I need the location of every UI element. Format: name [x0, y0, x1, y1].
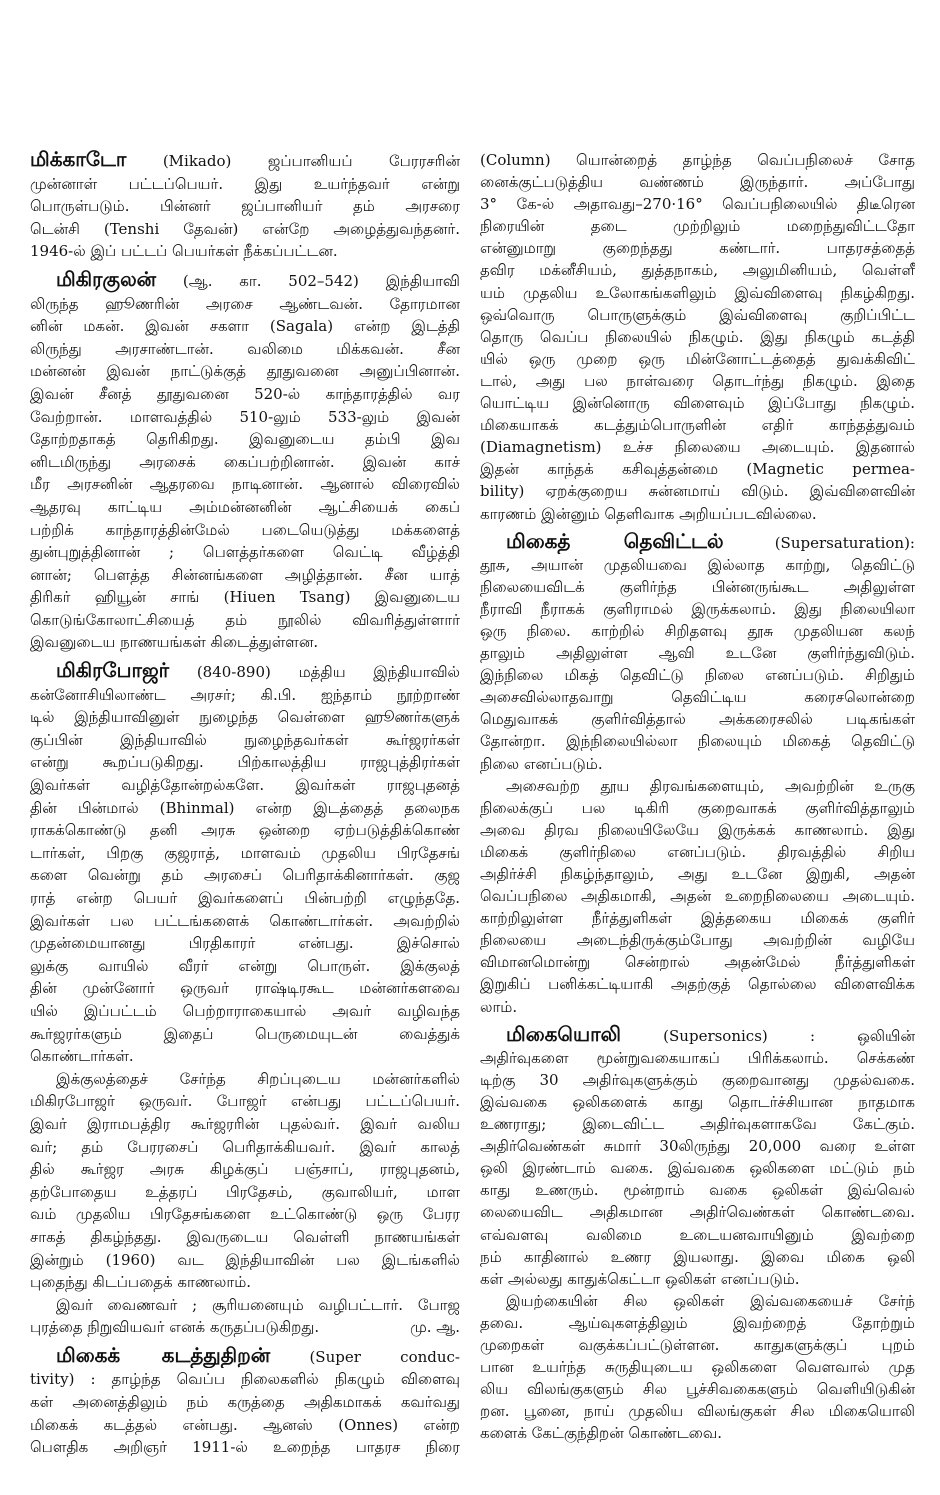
line-text: புரத்தை நிறுவியவர் எனக் கருதப்படுகிறது.: [30, 1318, 320, 1337]
line-text: அதிர்வுகளை மூன்றுவகையாகப் பிரிக்கலாம். செக்கண்: [480, 1048, 915, 1067]
text-line: [30, 195, 460, 218]
text-line: [30, 315, 460, 338]
line-text: லிருந்த ஹூணரின் அரசை ஆண்டவன். தோரமான: [30, 294, 460, 313]
text-line: [30, 1294, 460, 1317]
text-line: [30, 631, 460, 654]
left-text-column: [30, 149, 460, 1459]
text-line: [480, 1268, 915, 1290]
entry-headword: மிக்காடோ: [30, 149, 127, 171]
text-line: [480, 775, 915, 797]
text-line: [480, 531, 915, 554]
text-line: [480, 863, 915, 885]
text-line: [480, 326, 915, 348]
line-text: தின் பின்மால் (Bhinmal) என்ற இடத்தைத் தலைநக: [30, 798, 460, 817]
text-line: [480, 1224, 915, 1246]
text-line: [30, 1436, 460, 1459]
text-line: [30, 910, 460, 933]
line-text: வம் முதலிய பிரதேசங்களை உட்கொண்டு ஒரு பேரர: [30, 1205, 460, 1224]
text-line: [480, 797, 915, 819]
line-text: (Super conduc-: [309, 1347, 460, 1366]
entry-headword: மிகிரகுலன்: [56, 268, 157, 291]
line-text: தில் கூர்ஜர அரசு கிழக்குப் பஞ்சாப், ராஜபுதனம்,: [30, 1160, 460, 1179]
text-line: [30, 1345, 460, 1369]
text-line: [480, 480, 915, 502]
text-line: [480, 554, 915, 576]
line-text: யொட்டிய இன்னொரு விளைவும் இப்போது நிகழும்.: [480, 394, 915, 413]
text-line: [30, 729, 460, 752]
line-text: மன்னன் இவன் நாட்டுக்குத் தூதுவனை அனுப்பினான்.: [30, 362, 460, 381]
text-line: [480, 576, 915, 598]
line-text: 3° கே-ல் அதாவது–270·16° வெப்பநிலையில் திடீரென: [480, 195, 915, 214]
line-text: லாம்.: [480, 997, 518, 1016]
text-line: [30, 1249, 460, 1272]
text-line: [480, 664, 915, 686]
line-text: யம் முதலிய உலோகங்களிலும் இவ்விளைவு நிகழ்கிறது.: [480, 283, 915, 302]
text-line: [480, 1312, 915, 1334]
text-line: [30, 496, 460, 519]
line-text: அசைவற்ற தூய திரவங்களையும், அவற்றின் உருகு: [506, 776, 915, 795]
line-text: யில் ஒரு முறை ஒரு மின்னோட்டத்தைத் துவக்கிவிட்: [480, 349, 915, 368]
text-line: [480, 458, 915, 480]
line-text: ராகக்கொண்டு தனி அரசு ஒன்றை ஏற்படுத்திக்கொண்: [30, 821, 460, 840]
line-text: (Column) யொன்றைத் தாழ்ந்த வெப்பநிலைச் சோத: [480, 151, 915, 169]
text-line: [480, 996, 915, 1018]
line-text: தற்போதைய உத்தரப் பிரதேசம், குவாலியர், மாள: [30, 1182, 460, 1201]
text-line: [30, 586, 460, 609]
line-text: தவை. ஆய்வுகளத்திலும் இவற்றைத் தோற்றும்: [480, 1313, 915, 1332]
line-text: னான்; பௌத்த சின்னங்களை அழித்தான். சீன யாத்: [30, 565, 460, 584]
line-text: (Supersaturation):: [774, 533, 915, 552]
text-line: [480, 951, 915, 973]
line-text: கொடுங்கோலாட்சியைத் தம் நூலில் விவரித்துள்ளார்: [30, 610, 460, 629]
line-text: தோற்றதாகத் தெரிகிறது. இவனுடைய தம்பி இவ: [30, 430, 460, 449]
text-line: [480, 1113, 915, 1135]
line-text: மிகையாகக் கடத்தும்பொருளின் எதிர் காந்தத்துவம்: [480, 416, 915, 435]
text-line: [30, 609, 460, 632]
encyclopedia-entry: [30, 149, 460, 263]
text-line: [480, 171, 915, 193]
text-line: [30, 1203, 460, 1226]
text-line: [30, 1045, 460, 1068]
line-text: இந்நிலை மிகத் தெவிட்டு நிலை எனப்படும். சிறிதும்: [480, 666, 915, 685]
line-text: இயற்கையின் சில ஒலிகள் இவ்வகையைச் சேர்ந்: [506, 1291, 915, 1310]
line-text: மீர அரசனின் ஆதரவை நாடினான். ஆனால் விரைவில்: [30, 475, 460, 494]
text-line: [480, 237, 915, 259]
line-text: பௌதிக அறிஞர் 1911-ல் உறைந்த பாதரச நிரை: [30, 1438, 460, 1457]
line-text: மிகைக் குளிர்நிலை எனப்படும். திரவத்தில் சிறிய: [480, 842, 915, 861]
text-line: [480, 686, 915, 708]
line-text: லிருந்து அரசாண்டான். வலிமை மிக்கவன். சீன: [30, 339, 460, 358]
line-text: இவர் இராமபத்திர கூர்ஜரரின் புதல்வர். இவர் வலிய: [30, 1114, 460, 1133]
line-text: கள் அல்லது காதுக்கெட்டா ஒலிகள் எனப்படும்.: [480, 1269, 800, 1288]
line-text: உணராது; இடைவிட்ட அதிர்வுகளாகவே கேட்கும்.: [480, 1115, 915, 1134]
encyclopedia-entry: [30, 1345, 460, 1459]
line-text: ராத் என்ற பெயர் இவர்களைப் பின்பற்றி எழுந்ததே.: [30, 889, 460, 907]
text-line: [480, 436, 915, 458]
text-line: [480, 1047, 915, 1069]
line-text: இவர் வைணவர் ; சூரியனையும் வழிபட்டார். போஜ: [56, 1295, 460, 1314]
text-line: [30, 173, 460, 196]
text-line: [30, 383, 460, 406]
text-line: [30, 218, 460, 241]
text-line: [30, 660, 460, 684]
encyclopedia-entry: [480, 531, 915, 775]
text-line: [480, 392, 915, 414]
entry-headword: மிகைத் தெவிட்டல்: [506, 530, 724, 553]
text-line: [480, 1024, 915, 1047]
line-text: இன்றும் (1960) வட இந்தியாவின் பல இடங்களில்: [30, 1250, 460, 1269]
line-text: பொருள்படும். பின்னர் ஜப்பானியர் தம் அரசரை: [30, 197, 460, 216]
line-text: மெதுவாகக் குளிர்வித்தால் அக்கரைசலில் படிகங்கள்: [480, 710, 915, 729]
text-line: [480, 708, 915, 730]
text-line: [480, 819, 915, 841]
text-line: [480, 598, 915, 620]
text-line: [480, 1179, 915, 1201]
text-line: [30, 1090, 460, 1113]
text-line: [480, 215, 915, 237]
line-text: யில் இப்பட்டம் பெற்றாராகையால் அவர் வழிவந்த: [30, 1001, 460, 1020]
text-line: [30, 774, 460, 797]
text-line: [480, 620, 915, 642]
line-text: வேற்றான். மாளவத்தில் 510-லும் 533-லும் இவன்: [30, 407, 460, 426]
text-line: [480, 370, 915, 392]
text-line: [480, 282, 915, 304]
line-text: இவர்கள் பல பட்டங்களைக் கொண்டார்கள். அவற்றில்: [30, 911, 460, 930]
text-line: [30, 293, 460, 316]
line-text: அதிர்வெண்கள் சுமார் 30லிருந்து 20,000 வரை உள்ள: [480, 1137, 915, 1156]
author-initials: மு. ஆ.: [410, 1318, 460, 1337]
line-text: லையைவிட அதிகமான அதிர்வெண்கள் கொண்டவை.: [480, 1203, 915, 1222]
line-text: லிய விலங்குகளும் சில பூச்சிவகைகளும் வெளியிடுகின்: [480, 1380, 915, 1399]
text-line: [480, 1400, 915, 1422]
text-line: [480, 1334, 915, 1356]
line-text: வர்; தம் பேரரசைப் பெரிதாக்கியவர். இவர் காலத்: [30, 1137, 460, 1156]
text-line: [480, 753, 915, 775]
line-text: னிடமிருந்து அரசைக் கைப்பற்றினான். இவன் காச்: [30, 452, 460, 471]
line-text: நிலைக்குப் பல டிகிரி குறைவாகக் குளிர்வித்தாலும்: [480, 798, 915, 817]
line-text: நீராவி நீராகக் குளிராமல் இருக்கலாம். இது நிலையிலா: [480, 599, 915, 618]
text-line: [480, 1091, 915, 1113]
text-line: [30, 842, 460, 865]
line-text: றன. பூனை, நாய் முதலிய விலங்குகள் சில மிகையொலி: [480, 1402, 915, 1421]
line-text: இறுகிப் பனிக்கட்டியாகி அதற்குத் தொல்லை விளைவிக்க: [480, 975, 915, 994]
line-text: இதன் காந்தக் கசிவுத்தன்மை (Magnetic permea-: [480, 460, 915, 479]
text-line: [480, 907, 915, 929]
line-text: bility) ஏறக்குறைய சுன்னமாய் விடும். இவ்விளைவின்: [480, 482, 915, 501]
line-text: ஒலி இரண்டாம் வகை. இவ்வகை ஒலிகளை மட்டும் நம்: [480, 1159, 915, 1178]
line-text: விமானமொன்று சென்றால் அதன்மேல் நீர்த்துளிகள்: [480, 953, 915, 972]
line-text: குப்பின் இந்தியாவில் நுழைந்தவர்கள் கூர்ஜரர்கள்: [30, 730, 460, 749]
line-text: தவிர மக்னீசியம், துத்தநாகம், அலுமினியம், வெள்ளீ: [480, 261, 915, 280]
line-text: டென்சி (Tenshi தேவன்) என்றே அழைத்துவந்தனர்.: [30, 219, 460, 238]
line-text: எவ்வளவு வலிமை உடையனவாயினும் இவற்றை: [480, 1225, 915, 1244]
text-line: [30, 1271, 460, 1294]
entry-headword: மிகிரபோஜர்: [56, 660, 170, 683]
line-text: 1946-ல் இப் பட்டப் பெயர்கள் நீக்கப்பட்டன.: [30, 242, 338, 261]
text-line: [30, 451, 460, 474]
text-line: [30, 1414, 460, 1437]
line-text: (840-890) மத்திய இந்தியாவில்: [196, 663, 460, 682]
encyclopedia-entry: [30, 660, 460, 1068]
text-line: [30, 887, 460, 910]
text-line: [480, 348, 915, 370]
text-line: [30, 932, 460, 955]
line-text: டிற்கு 30 அதிர்வுகளுக்கும் குறைவானது முதல்வகை.: [480, 1070, 915, 1089]
encyclopedia-entry: [30, 269, 460, 654]
text-line: [30, 684, 460, 707]
text-line: [30, 338, 460, 361]
text-line: [480, 1290, 915, 1312]
line-text: நிலையைவிடக் குளிர்ந்த பின்னருங்கூட அதிலுள்ள: [480, 577, 915, 596]
line-text: ஒவ்வொரு பொருளுக்கும் இவ்விளைவு குறிப்பிட்ட: [480, 305, 915, 324]
text-line: [480, 1157, 915, 1179]
text-line: [480, 730, 915, 752]
line-text: நிலையை அடைந்திருக்கும்போது அவற்றின் வழியே: [480, 931, 915, 950]
text-line: [30, 149, 460, 173]
line-text: லுக்கு வாயில் வீரர் என்று பொருள். இக்குலத்: [30, 956, 460, 975]
text-line: [480, 973, 915, 995]
line-text: தூசு, அயான் முதலியவை இல்லாத காற்று, தெவிட்டு: [480, 555, 915, 574]
text-line: [30, 1368, 460, 1391]
text-line: [480, 1201, 915, 1223]
line-text: அசைவில்லாதவாறு தெவிட்டிய கரைசலொன்றை: [480, 688, 915, 707]
text-line: [480, 885, 915, 907]
line-text: இவன் சீனத் தூதுவனை 520-ல் காந்தாரத்தில் வர: [30, 384, 460, 403]
line-text: கன்னோசியிலாண்ட அரசர்; கி.பி. ஐந்தாம் நூற்றாண்: [30, 685, 460, 704]
text-line: [480, 414, 915, 436]
paragraph: [30, 1068, 460, 1294]
text-line: [480, 259, 915, 281]
text-line: [30, 819, 460, 842]
text-line: [30, 751, 460, 774]
line-text: தாலும் அதிலுள்ள ஆவி உடனே குளிர்ந்துவிடும்.: [480, 644, 915, 663]
line-text: அவை திரவ நிலையிலேயே இருக்கக் காணலாம். இது: [480, 820, 915, 839]
line-text: முறைகள் வகுக்கப்பட்டுள்ளன. காதுகளுக்குப் புறம்: [480, 1335, 915, 1354]
text-line: [30, 406, 460, 429]
line-text: காது உணரும். மூன்றாம் வகை ஒலிகள் இவ்வெல்: [480, 1181, 915, 1200]
line-text: ஆதரவு காட்டிய அம்மன்னனின் ஆட்சியைக் கைப்: [30, 497, 460, 516]
line-text: னைக்குட்படுத்திய வண்ணம் இருந்தார். அப்போது: [480, 173, 915, 192]
text-line: [480, 1246, 915, 1268]
line-text: புதைந்து கிடப்பதைக் காணலாம்.: [30, 1273, 252, 1292]
line-text: களை வென்று தம் அரசைப் பெரிதாக்கினார்கள். குஜ: [30, 866, 460, 885]
paragraph: [30, 1294, 460, 1339]
line-text: காற்றிலுள்ள நீர்த்துளிகள் இத்தகைய மிகைக் குளிர்: [480, 909, 915, 928]
line-text: பான உயர்ந்த சுருதியுடைய ஒலிகளை வௌவால் முத: [480, 1358, 915, 1377]
encyclopedia-entry: [480, 1024, 915, 1290]
text-line: [30, 1113, 460, 1136]
line-text: மிகைக் கடத்தல் என்பது. ஆனஸ் (Onnes) என்ற: [30, 1415, 460, 1434]
line-text: இவ்வகை ஒலிகளைக் காது தொடர்ச்சியான நாதமாக: [480, 1092, 915, 1111]
text-line: [30, 1136, 460, 1159]
line-text: (Diamagnetism) உச்ச நிலையை அடையும். இதனால்: [480, 438, 915, 457]
text-line: [480, 1422, 915, 1444]
line-text: கொண்டார்கள்.: [30, 1047, 134, 1066]
text-line: [30, 1226, 460, 1249]
line-text: னின் மகன். இவன் சகளா (Sagala) என்ற இடத்தி: [30, 317, 460, 336]
line-text: காரணம் இன்னும் தெளிவாக அறியப்படவில்லை.: [480, 504, 817, 523]
text-line: [30, 977, 460, 1000]
text-line: [30, 564, 460, 587]
line-text: அதிர்ச்சி நிகழ்ந்தாலும், அது உடனே இறுகி, அதன்: [480, 865, 915, 883]
text-line: [480, 929, 915, 951]
line-text: tivity) : தாழ்ந்த வெப்ப நிலைகளில் நிகழும் விளைவு: [30, 1370, 460, 1389]
line-text: இவர்கள் வழித்தோன்றல்களே. இவர்கள் ராஜபுதனத்: [30, 776, 460, 795]
text-line: [480, 1069, 915, 1091]
line-text: சாகத் திகழ்ந்தது. இவருடைய வெள்ளி நாணயங்கள்: [30, 1227, 460, 1246]
line-text: என்று கூறப்படுகிறது. பிற்காலத்திய ராஜபுத்திரர்கள்: [30, 753, 460, 772]
paragraph: [480, 775, 915, 1018]
text-line: [30, 1023, 460, 1046]
line-text: துன்புறுத்தினான் ; பௌத்தர்களை வெட்டி வீழ்த்தி: [30, 543, 460, 562]
line-text: தின் முன்னோர் ஒருவர் ராஷ்டிரகூட மன்னர்களவை: [30, 979, 460, 998]
text-line: [30, 541, 460, 564]
line-text: இவனுடைய நாணயங்கள் கிடைத்துள்ளன.: [30, 633, 319, 652]
line-text: என்னுமாறு குறைந்தது கண்டார். பாதரசத்தைத்: [480, 239, 915, 258]
entry-headword: மிகைக் கடத்துதிறன்: [56, 1344, 271, 1367]
line-text: திரிகர் ஹியூன் சாங் (Hiuen Tsang) இவனுடைய: [30, 588, 460, 607]
text-line: [30, 428, 460, 451]
text-line: [30, 864, 460, 887]
text-line: [30, 360, 460, 383]
text-line: [480, 304, 915, 326]
line-text: டால், அது பல நாள்வரை தொடர்ந்து நிகழும். இதை: [480, 371, 915, 390]
line-text: களைக் கேட்குந்திறன் கொண்டவை.: [480, 1424, 722, 1443]
text-line: [30, 1068, 460, 1091]
line-text: தொரு வெப்ப நிலையில் நிகழும். இது நிகழும் கடத்தி: [480, 327, 915, 346]
line-text: மிகிரபோஜர் ஒருவர். போஜர் என்பது பட்டப்பெயர்.: [30, 1092, 460, 1111]
text-line: [480, 1378, 915, 1400]
line-text: நிரையின் தடை முற்றிலும் மறைந்துவிட்டதோ: [480, 217, 915, 236]
text-line: [30, 519, 460, 542]
line-text: தோன்றா. இந்நிலையில்லா நிலையும் மிகைத் தெவிட்டு: [480, 732, 915, 751]
text-line: [30, 269, 460, 293]
text-line: [30, 240, 460, 263]
text-line: [30, 1158, 460, 1181]
line-text: முதன்மையானது பிரதிகாரர் என்பது. இச்சொல்: [30, 934, 460, 953]
line-text: (Mikado) ஜப்பானியப் பேரரசரின்: [162, 152, 460, 170]
line-text: பற்றிக் காந்தாரத்தின்மேல் படையெடுத்து மக்களைத்: [30, 520, 460, 539]
paragraph: [480, 149, 915, 525]
line-text: டில் இந்தியாவினுள் நுழைந்த வெள்ளை ஹூணர்களுக்: [30, 708, 460, 727]
entry-headword: மிகையொலி: [506, 1023, 621, 1046]
line-text: டார்கள், பிறகு குஜராத், மாளவம் முதலிய பிரதேசங்: [30, 843, 460, 862]
text-line: [480, 149, 915, 171]
text-line: [30, 1000, 460, 1023]
line-text: கள் அனைத்திலும் நம் கருத்தை அதிகமாகக் கவர்வது: [30, 1393, 460, 1412]
right-text-column: [480, 149, 915, 1444]
line-text: நம் காதினால் உணர இயலாது. இவை மிகை ஒலி: [480, 1247, 915, 1266]
text-line: [480, 642, 915, 664]
line-text: (ஆ. கா. 502–542) இந்தியாவி: [182, 271, 460, 290]
text-line: [30, 955, 460, 978]
line-text: ஒரு நிலை. காற்றில் சிறிதளவு தூசு முதலியன கலந்: [480, 621, 915, 640]
line-text: (Supersonics) : ஒலியின்: [663, 1026, 915, 1045]
line-text: கூர்ஜரர்களும் இதைப் பெருமையுடன் வைத்துக்: [30, 1024, 460, 1043]
text-line: [30, 473, 460, 496]
text-line: [480, 841, 915, 863]
line-text: முன்னாள் பட்டப்பெயர். இது உயர்ந்தவர் என்று: [30, 174, 460, 193]
text-line: [30, 1391, 460, 1414]
text-line: [480, 503, 915, 525]
line-text: வெப்பநிலை அதிகமாகி, அதன் உறைநிலையை அடையும்.: [480, 887, 915, 906]
line-text: நிலை எனப்படும்.: [480, 754, 603, 773]
text-line: [30, 1181, 460, 1204]
paragraph: [480, 1290, 915, 1445]
text-line: [30, 706, 460, 729]
text-line: [30, 797, 460, 820]
line-text: இக்குலத்தைச் சேர்ந்த சிறப்புடைய மன்னர்களில்: [56, 1069, 460, 1088]
text-line: [30, 1316, 460, 1339]
text-line: [480, 1135, 915, 1157]
text-line: [480, 1356, 915, 1378]
text-line: [480, 193, 915, 215]
